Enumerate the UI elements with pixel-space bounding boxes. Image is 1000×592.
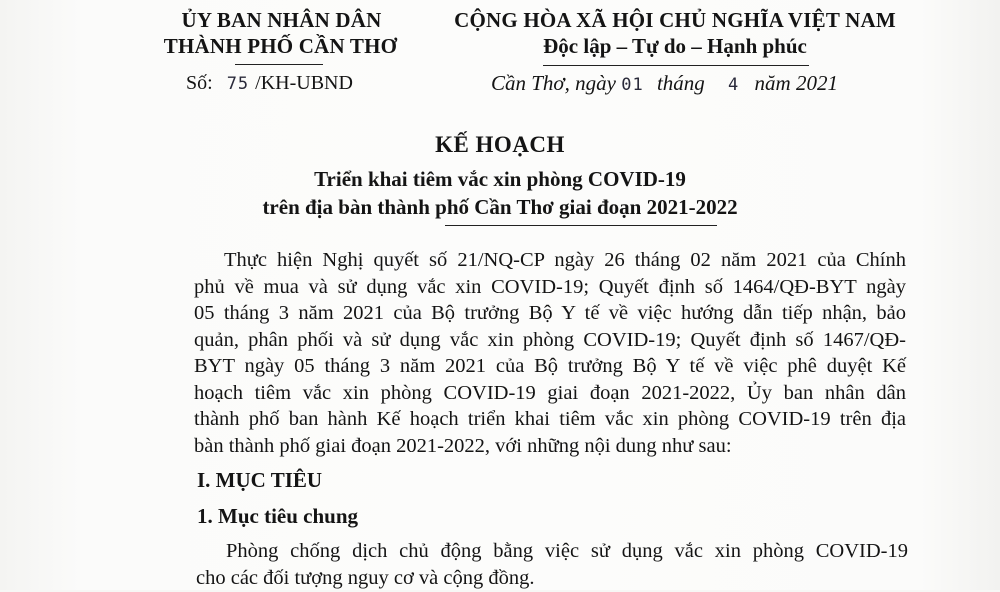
paragraph-line: bàn thành phố giai đoạn 2021-2022, với những nội dung như sau: bbox=[194, 434, 732, 457]
issuer-line-2: THÀNH PHỐ CẦN THƠ bbox=[163, 34, 398, 58]
document-subtitle-line-2: trên địa bàn thành phố Cần Thơ giai đoạn 2021-2022 bbox=[262, 195, 738, 219]
paragraph-line: BYT ngày 05 tháng 3 năm 2021 của Bộ trưởng Bộ Y tế về việc phê duyệt Kế bbox=[194, 355, 906, 377]
paragraph-line: cho các đối tượng nguy cơ và cộng đồng. bbox=[196, 567, 535, 589]
paragraph-line: hoạch tiêm vắc xin phòng COVID-19 giai đoạn 2021-2022, Ủy ban nhân dân bbox=[194, 381, 906, 404]
intro-paragraph bbox=[194, 247, 906, 459]
doc-number-suffix: /KH-UBND bbox=[255, 72, 353, 94]
section-heading: I. MỤC TIÊU bbox=[197, 468, 323, 492]
month-handwritten: 4 bbox=[728, 75, 740, 95]
month-label: tháng bbox=[656, 71, 705, 95]
issuer-line-1: ỦY BAN NHÂN DÂN bbox=[181, 8, 382, 32]
title-underline bbox=[445, 225, 717, 226]
paragraph-line: Thực hiện Nghị quyết số 21/NQ-CP ngày 26 tháng 02 năm 2021 của Chính bbox=[224, 249, 906, 271]
motto-underline bbox=[543, 65, 809, 66]
doc-number-prefix: Số: bbox=[186, 72, 213, 94]
paragraph-line: phủ về mua và sử dụng vắc xin COVID-19; Quyết định số 1464/QĐ-BYT ngày bbox=[194, 275, 906, 298]
paragraph-line: thành phố ban hành Kế hoạch triển khai tiêm vắc xin phòng COVID-19 trên địa bbox=[194, 408, 906, 430]
issuer-underline bbox=[235, 64, 323, 65]
paragraph-line: quản, phân phối và sử dụng vắc xin phòng COVID-19; Quyết định số 1467/QĐ- bbox=[194, 328, 906, 351]
objective-paragraph bbox=[196, 538, 908, 592]
national-title: CỘNG HÒA XÃ HỘI CHỦ NGHĨA VIỆT NAM bbox=[454, 8, 896, 32]
day-handwritten: 01 bbox=[621, 75, 644, 95]
national-motto: Độc lập – Tự do – Hạnh phúc bbox=[543, 34, 807, 58]
year-text: năm 2021 bbox=[754, 71, 838, 95]
place-prefix: Cần Thơ, ngày bbox=[491, 71, 616, 95]
subsection-heading: 1. Mục tiêu chung bbox=[197, 504, 359, 528]
doc-number-handwritten: 75 bbox=[226, 74, 250, 94]
paragraph-line: 05 tháng 3 năm 2021 của Bộ trưởng Bộ Y tế về việc hướng dẫn tiếp nhận, bảo bbox=[194, 302, 906, 324]
paragraph-line: Phòng chống dịch chủ động bằng việc sử dụng vắc xin phòng COVID-19 bbox=[226, 540, 908, 562]
document-number bbox=[186, 72, 353, 95]
document-subtitle-line-1: Triển khai tiêm vắc xin phòng COVID-19 bbox=[314, 167, 686, 191]
document-type-title: KẾ HOẠCH bbox=[435, 132, 565, 157]
place-and-date bbox=[491, 71, 838, 96]
